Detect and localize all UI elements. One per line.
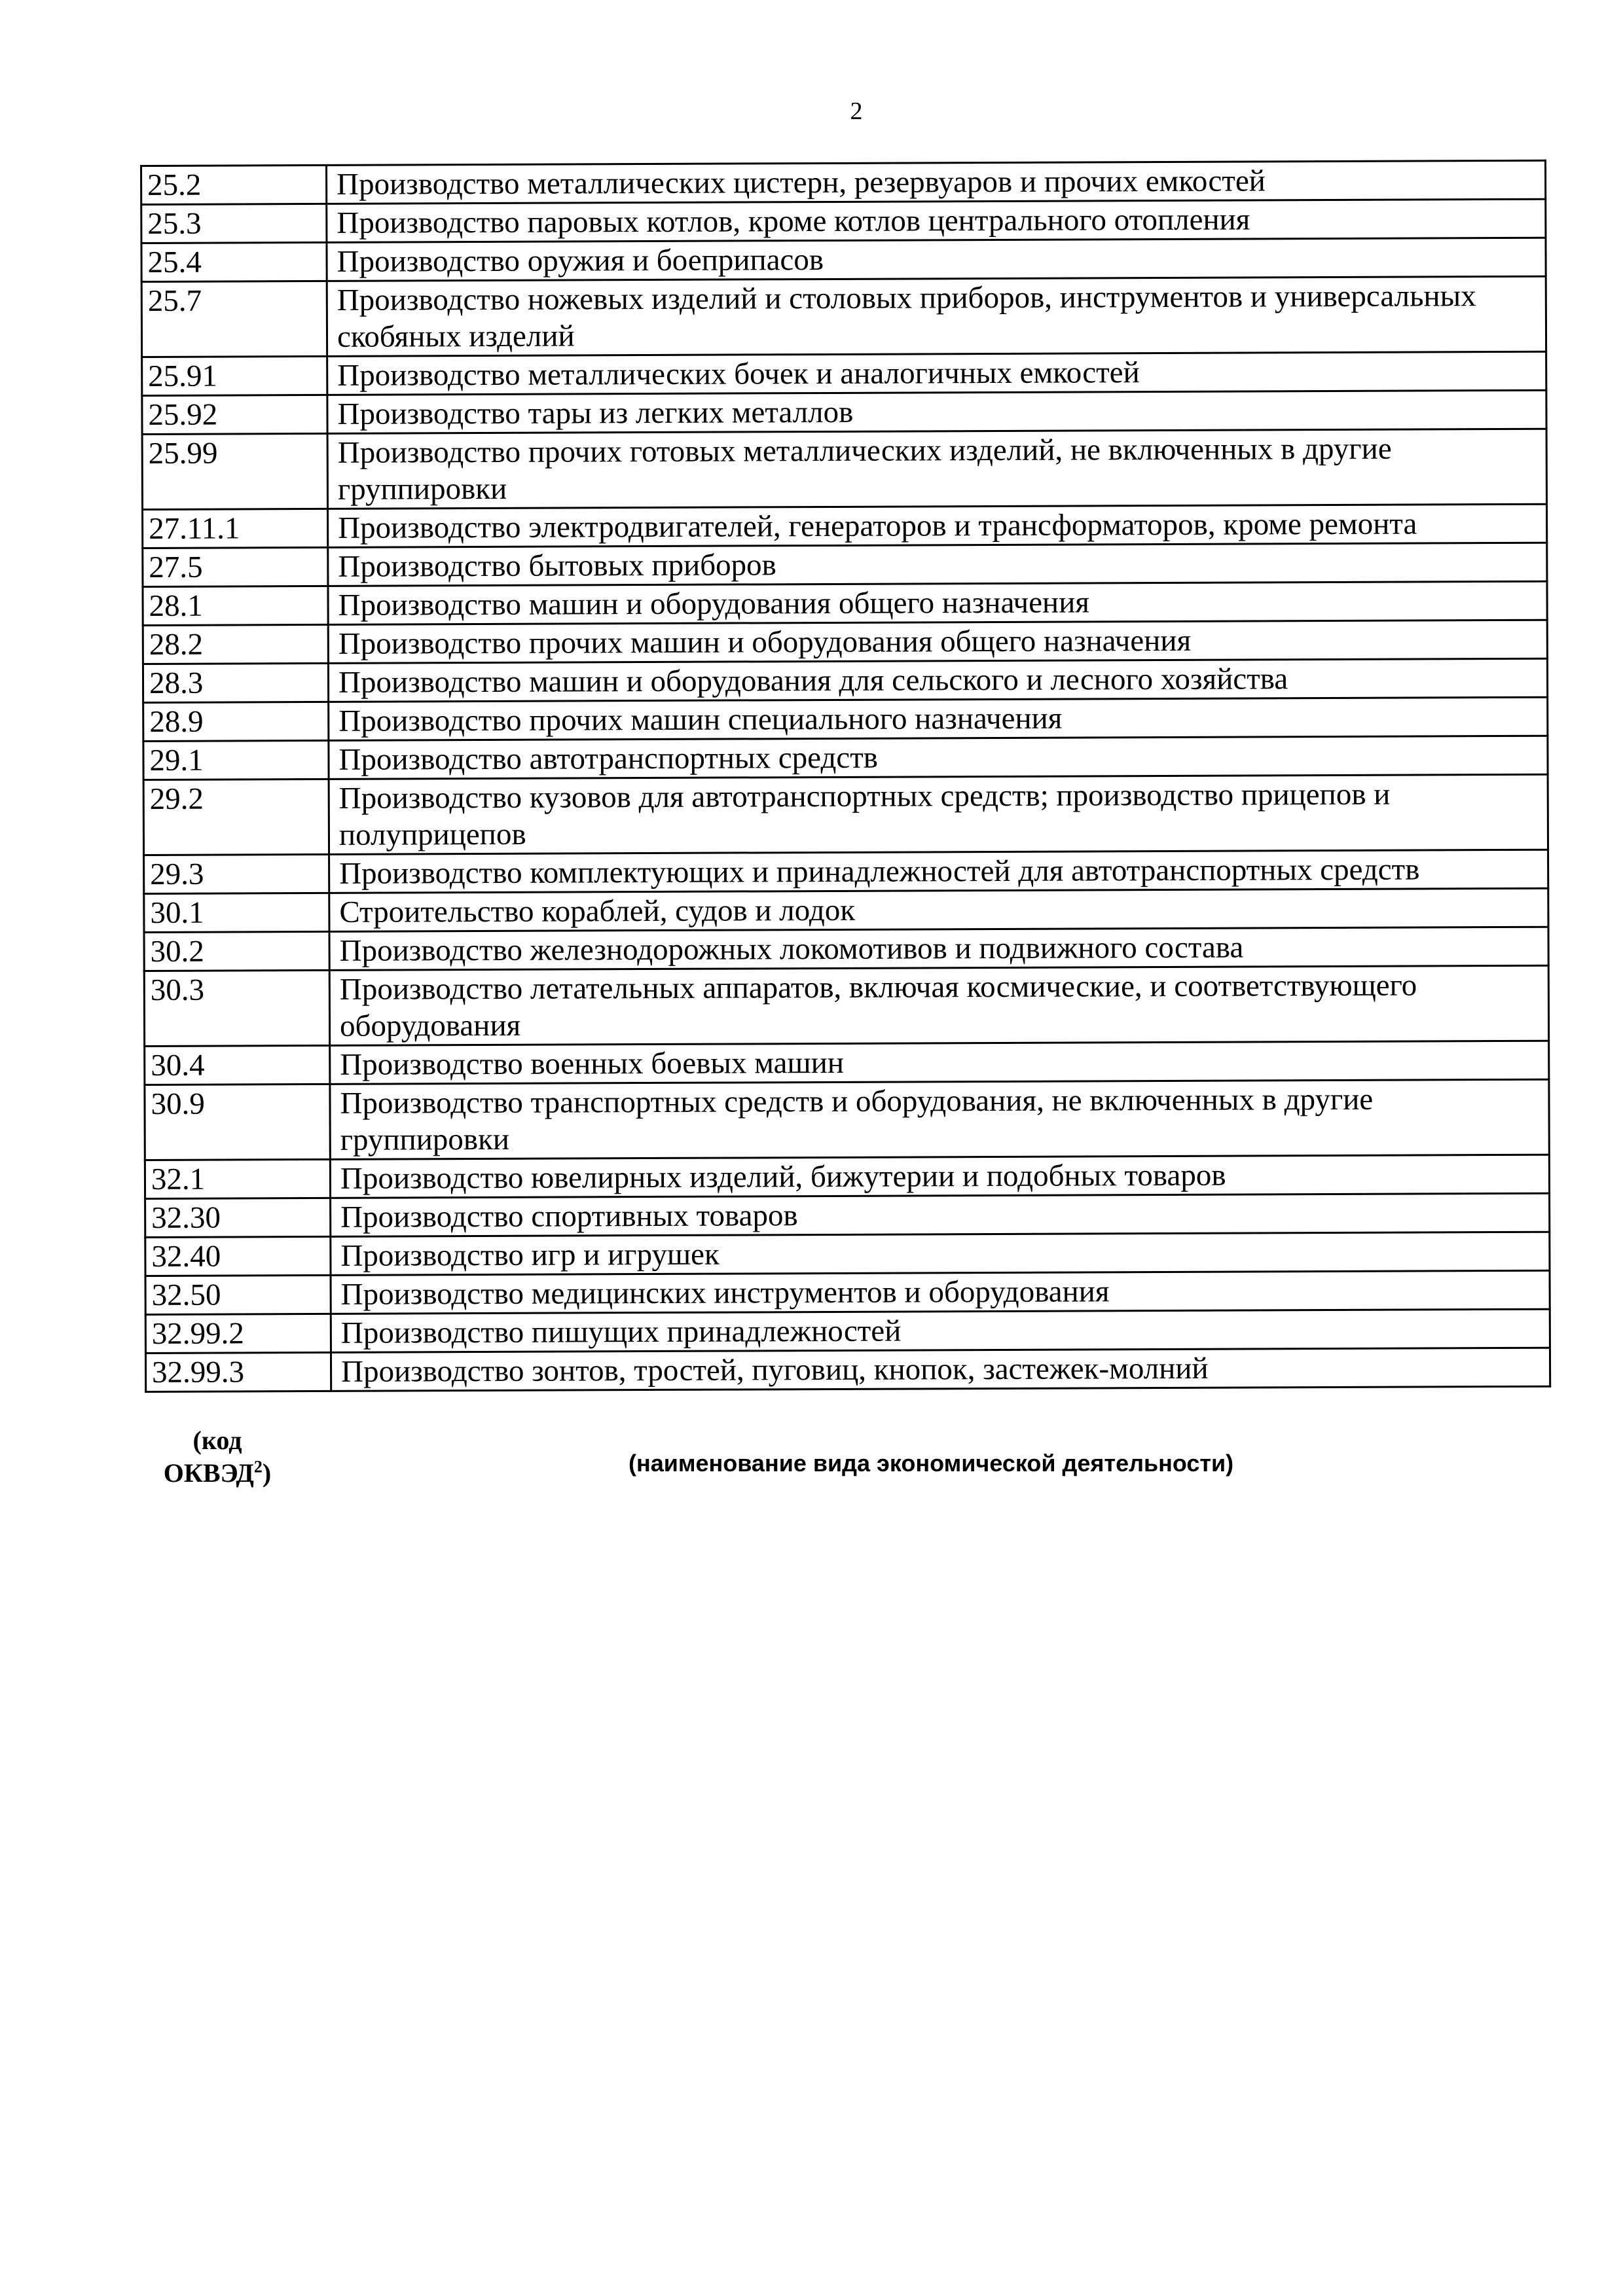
activity-name-cell: Производство машин и оборудования общего назначения [328,581,1547,624]
activity-name-cell: Производство ножевых изделий и столовых приборов, инструментов и универсальных скобяных изделий [327,276,1546,356]
table-row [145,1348,1550,1391]
okved-code-cell: 25.7 [141,281,327,357]
activity-name-cell: Производство ювелирных изделий, бижутерии и подобных товаров [330,1155,1549,1198]
name-column-caption: (наименование вида экономической деятельности) [629,1450,1234,1477]
activity-name-cell: Производство пишущих принадлежностей [331,1309,1550,1352]
activity-name-cell: Производство медицинских инструментов и оборудования [331,1270,1550,1314]
okved-code-cell: 29.1 [143,740,329,780]
okved-code-cell: 25.92 [142,395,327,434]
table-row [144,927,1548,971]
okved-code-cell: 30.1 [144,893,329,932]
okved-code-cell: 32.50 [145,1275,331,1314]
table-row [144,850,1548,893]
okved-code-cell: 32.99.2 [145,1314,331,1353]
table-row [143,543,1547,586]
table-row [143,736,1548,780]
table-row [145,1155,1549,1198]
okved-code-cell: 25.3 [141,204,327,243]
code-column-caption [152,1424,283,1490]
table-row [141,199,1546,243]
activity-name-cell: Производство прочих машин специального назначения [329,697,1548,740]
table-row [143,504,1547,548]
table-row [144,965,1548,1046]
code-caption-okved: ОКВЭД [163,1458,254,1488]
code-caption-line2 [152,1457,283,1490]
activity-name-cell: Производство электродвигателей, генераторов и трансформаторов, кроме ремонта [328,504,1547,547]
table-row [145,1041,1549,1085]
activity-name-cell: Производство спортивных товаров [331,1193,1550,1236]
activity-name-cell: Производство прочих готовых металлических изделий, не включенных в другие группировки [327,429,1546,509]
activity-name-cell: Строительство кораблей, судов и лодок [329,888,1548,931]
okved-code-cell: 30.9 [145,1084,330,1160]
activity-name-cell: Производство металлических цистерн, резервуаров и прочих емкостей [327,160,1546,204]
okved-code-cell: 27.5 [143,547,328,586]
activity-name-cell: Производство бытовых приборов [328,543,1547,586]
okved-code-cell: 27.11.1 [143,509,328,548]
table-row [143,774,1548,855]
activity-name-cell: Производство автотранспортных средств [329,736,1548,779]
table-row [145,1193,1550,1237]
okved-code-cell: 28.2 [143,624,328,664]
okved-code-cell: 30.2 [144,931,329,971]
table-row [142,390,1546,434]
activity-name-cell: Производство машин и оборудования для сельского и лесного хозяйства [328,658,1547,702]
table-row [143,620,1547,664]
activity-name-cell: Производство паровых котлов, кроме котлов центрального отопления [327,199,1546,242]
activity-name-cell: Производство комплектующих и принадлежностей для автотранспортных средств [329,850,1548,893]
okved-code-cell: 25.2 [141,165,327,204]
table-row [141,276,1546,357]
okved-table-body [141,160,1550,1391]
table-row [145,1270,1550,1314]
activity-name-cell: Производство оружия и боеприпасов [327,238,1546,281]
table-row [142,429,1546,509]
table-row [145,1232,1550,1276]
activity-name-cell: Производство железнодорожных локомотивов и подвижного состава [329,927,1548,970]
okved-code-cell: 28.1 [143,586,328,625]
activity-name-cell: Производство летательных аппаратов, включая космические, и соответствующего оборудования [329,965,1548,1045]
okved-code-cell: 30.4 [145,1045,330,1085]
activity-name-cell: Производство военных боевых машин [330,1041,1549,1084]
footnote-marker: 2 [253,1457,263,1477]
okved-code-cell: 25.4 [141,242,327,281]
okved-code-cell: 29.3 [144,854,329,893]
okved-table [140,160,1551,1393]
table-row [145,1309,1550,1353]
okved-code-cell: 28.9 [143,702,329,741]
table-row [141,160,1546,204]
activity-name-cell: Производство металлических бочек и аналогичных емкостей [327,351,1546,395]
activity-name-cell: Производство прочих машин и оборудования общего назначения [328,620,1547,663]
okved-code-cell: 25.99 [142,433,327,509]
okved-code-cell: 29.2 [143,779,329,855]
code-caption-close: ) [262,1458,272,1488]
activity-name-cell: Производство тары из легких металлов [327,390,1546,433]
activity-name-cell: Производство транспортных средств и оборудования, не включенных в другие группировки [330,1079,1549,1159]
page-number: 2 [850,98,863,125]
okved-code-cell: 32.40 [145,1236,331,1276]
table-row [143,581,1547,625]
okved-code-cell: 32.99.3 [145,1352,331,1391]
code-caption-line1: (код [192,1426,242,1455]
table-row [143,658,1547,702]
okved-code-cell: 32.1 [145,1159,330,1198]
activity-name-cell: Производство зонтов, тростей, пуговиц, кнопок, застежек-молний [331,1348,1550,1391]
okved-code-cell: 25.91 [142,356,327,395]
okved-code-cell: 32.30 [145,1198,331,1237]
table-row [143,697,1548,741]
table-row [141,238,1546,281]
activity-name-cell: Производство игр и игрушек [331,1232,1550,1275]
table-row [142,351,1546,395]
table-row [144,888,1548,932]
activity-name-cell: Производство кузовов для автотранспортных средств; производство прицепов и полуприцепов [329,774,1548,854]
okved-code-cell: 28.3 [143,663,328,702]
okved-code-cell: 30.3 [144,970,329,1046]
table-row [145,1079,1549,1160]
